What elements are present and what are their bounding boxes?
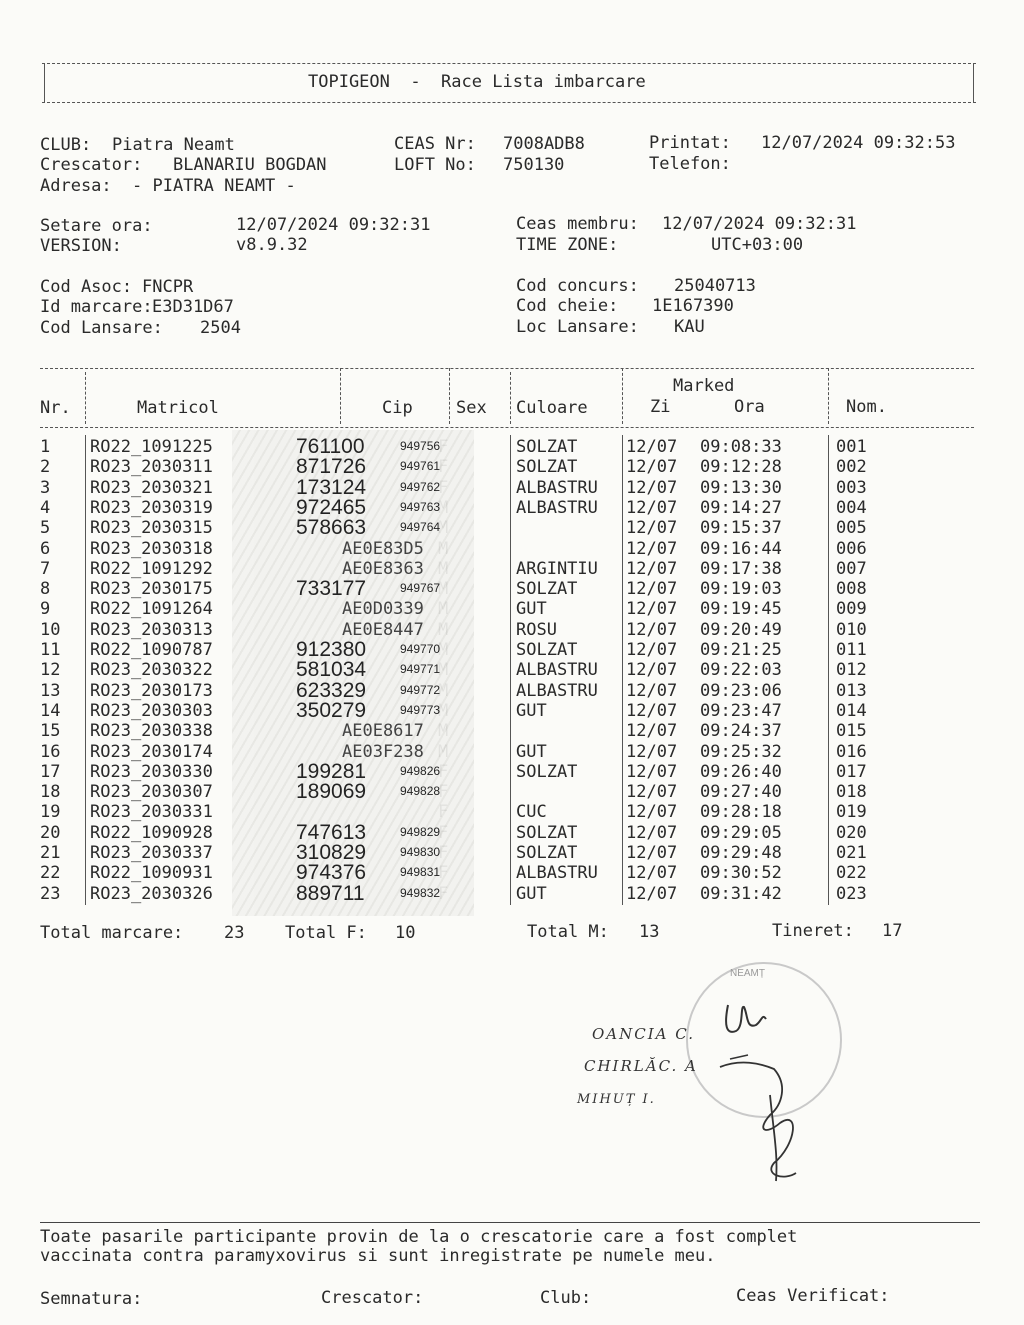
table-header-bottom-border — [40, 427, 974, 428]
ring-sticker — [232, 539, 474, 559]
ring-sticker — [232, 559, 474, 579]
ring-serial: 949770 — [400, 642, 441, 656]
row-matricol: RO23_2030322 — [90, 660, 213, 681]
ring-sticker — [232, 881, 474, 905]
row-nom: 017 — [836, 761, 867, 782]
row-matricol: RO23_2030331 — [90, 802, 213, 823]
row-nom: 019 — [836, 802, 867, 823]
ring-serial: 949772 — [400, 682, 441, 697]
table-row — [40, 843, 920, 863]
row-matricol: RO23_2030311 — [90, 457, 213, 478]
row-culoare: SOLZAT — [516, 640, 578, 660]
row-ora: 09:24:37 — [700, 721, 782, 742]
col-sep-1 — [85, 372, 86, 424]
row-nr: 4 — [40, 497, 51, 518]
table-row — [40, 475, 920, 499]
row-nr: 3 — [40, 477, 51, 498]
table-row — [40, 820, 920, 844]
row-culoare: SOLZAT — [516, 843, 578, 863]
row-ora: 09:28:18 — [700, 802, 782, 823]
header-cip: Cip — [382, 398, 413, 418]
row-ora: 09:19:45 — [700, 599, 782, 620]
ceas-nr-value: 7008ADB8 — [503, 134, 585, 154]
ring-sticker — [232, 843, 474, 863]
row-culoare: CUC — [516, 802, 547, 823]
ring-number: 173124 — [296, 475, 367, 499]
row-ora: 09:29:05 — [700, 822, 782, 843]
row-zi: 12/07 — [626, 579, 678, 600]
handwritten-name-2: CHIRLĂC. A — [584, 1057, 698, 1075]
ring-sticker — [232, 579, 474, 599]
row-cip: AE0D0339 — [342, 599, 424, 620]
semnatura-label: Semnatura: — [40, 1289, 143, 1309]
row-culoare: SOLZAT — [516, 761, 578, 782]
row-ora: 09:13:30 — [700, 477, 782, 498]
row-ora: 09:31:42 — [700, 883, 782, 904]
statement-line-2: vaccinata contra paramyxovirus si sunt inregistrate pe numele meu. — [40, 1246, 716, 1266]
printat-label: Printat: — [649, 133, 731, 153]
ring-sticker — [232, 721, 474, 741]
header-nom: Nom. — [846, 397, 887, 417]
row-matricol: RO22_1090787 — [90, 640, 213, 660]
row-zi: 12/07 — [626, 538, 678, 559]
ring-sticker — [232, 495, 474, 519]
row-zi: 12/07 — [626, 721, 678, 742]
row-culoare: ALBASTRU — [516, 680, 598, 701]
row-zi: 12/07 — [626, 863, 678, 884]
row-zi: 12/07 — [626, 802, 678, 823]
header-top-border — [42, 63, 976, 64]
row-nr: 10 — [40, 619, 61, 640]
ring-serial: 949773 — [400, 702, 441, 717]
row-nr: 14 — [40, 700, 61, 721]
header-culoare: Culoare — [516, 398, 588, 418]
row-nom: 007 — [836, 558, 867, 579]
loft-no-value: 750130 — [503, 155, 565, 175]
total-marcare-value: 23 — [224, 923, 245, 943]
ceas-membru-value: 12/07/2024 09:32:31 — [662, 214, 857, 234]
row-ora: 09:19:03 — [700, 579, 782, 600]
row-nom: 010 — [836, 619, 867, 640]
club-value: Piatra Neamt — [112, 135, 235, 155]
printat-value: 12/07/2024 09:32:53 — [761, 133, 956, 153]
row-zi: 12/07 — [626, 883, 678, 904]
table-row — [40, 620, 920, 640]
row-matricol: RO22_1091292 — [90, 558, 213, 579]
row-culoare: ALBASTRU — [516, 660, 598, 681]
crescator-footer-label: Crescator: — [321, 1288, 424, 1308]
ring-sticker — [232, 698, 474, 722]
ring-number: 871726 — [296, 455, 367, 479]
row-zi: 12/07 — [626, 599, 678, 620]
row-ora: 09:21:25 — [700, 640, 782, 660]
row-ora: 09:20:49 — [700, 619, 782, 640]
ring-sticker — [232, 678, 474, 702]
row-culoare: GUT — [516, 599, 547, 620]
row-ora: 09:12:28 — [700, 457, 782, 478]
ring-serial: 949762 — [400, 479, 441, 494]
row-nr: 19 — [40, 802, 61, 823]
table-row — [40, 863, 920, 883]
ring-sticker — [232, 518, 474, 538]
ring-serial: 949761 — [400, 459, 441, 474]
header-nr: Nr. — [40, 398, 71, 418]
table-row — [40, 660, 920, 680]
row-cip: AE0E83D5 — [342, 538, 424, 559]
total-m-label: Total M: — [527, 922, 609, 942]
col-sep-3 — [449, 368, 450, 424]
ring-sticker — [232, 457, 474, 477]
row-nr: 15 — [40, 721, 61, 742]
table-row — [40, 640, 920, 660]
row-zi: 12/07 — [626, 843, 678, 863]
row-matricol: RO23_2030173 — [90, 680, 213, 701]
row-ora: 09:25:32 — [700, 741, 782, 762]
ring-number: 761100 — [296, 435, 365, 458]
ring-number: 350279 — [296, 698, 367, 722]
row-nom: 022 — [836, 863, 867, 884]
col-sep-2 — [340, 368, 341, 424]
report-title: TOPIGEON - Race Lista imbarcare — [308, 72, 646, 92]
row-matricol: RO23_2030337 — [90, 843, 213, 863]
row-matricol: RO23_2030307 — [90, 782, 213, 803]
ring-serial: 949828 — [400, 784, 441, 799]
row-nr: 21 — [40, 843, 61, 863]
row-ora: 09:17:38 — [700, 558, 782, 579]
row-nom: 004 — [836, 497, 867, 518]
ring-serial: 949763 — [400, 499, 441, 514]
table-top-border — [40, 368, 974, 369]
handwritten-signature — [700, 985, 840, 1185]
row-nom: 008 — [836, 579, 867, 600]
row-zi: 12/07 — [626, 761, 678, 782]
row-zi: 12/07 — [626, 700, 678, 721]
ring-number: 189069 — [296, 780, 367, 804]
row-matricol: RO23_2030319 — [90, 497, 213, 518]
row-nom: 021 — [836, 843, 867, 863]
table-row — [40, 579, 920, 599]
row-nr: 7 — [40, 558, 51, 579]
row-zi: 12/07 — [626, 477, 678, 498]
row-matricol: RO22_1090928 — [90, 822, 213, 843]
table-row — [40, 457, 920, 477]
row-zi: 12/07 — [626, 457, 678, 478]
ring-number: 889711 — [296, 881, 365, 905]
row-matricol: RO23_2030174 — [90, 741, 213, 762]
ring-number: 581034 — [296, 658, 367, 682]
row-nom: 015 — [836, 721, 867, 742]
ring-number: 733177 — [296, 577, 367, 601]
tineret-label: Tineret: — [772, 921, 854, 941]
row-ora: 09:14:27 — [700, 497, 782, 518]
row-nom: 013 — [836, 680, 867, 701]
row-nr: 12 — [40, 660, 61, 681]
ring-sticker — [232, 820, 474, 844]
row-matricol: RO23_2030303 — [90, 700, 213, 721]
tineret-value: 17 — [882, 921, 903, 941]
row-culoare: ARGINTIU — [516, 558, 598, 579]
row-zi: 12/07 — [626, 660, 678, 681]
loc-lansare-label: Loc Lansare: — [516, 317, 639, 337]
ring-sticker-strip — [232, 430, 474, 916]
row-zi: 12/07 — [626, 497, 678, 518]
ring-serial: 949831 — [400, 865, 441, 880]
header-matricol: Matricol — [137, 398, 219, 418]
ring-sticker — [232, 640, 474, 660]
id-marcare-label: Id marcare: — [40, 297, 153, 317]
row-matricol: RO22_1090931 — [90, 863, 213, 884]
cod-asoc-label: Cod Asoc: — [40, 277, 133, 297]
ring-sticker — [232, 759, 474, 783]
table-row — [40, 495, 920, 519]
ring-number: 310829 — [296, 841, 367, 864]
row-matricol: RO23_2030326 — [90, 883, 213, 904]
row-ora: 09:15:37 — [700, 518, 782, 539]
ceas-verificat-label: Ceas Verificat: — [736, 1286, 890, 1306]
table-row — [40, 678, 920, 702]
total-f-value: 10 — [395, 923, 416, 943]
row-ora: 09:29:48 — [700, 843, 782, 863]
crescator-label: Crescator: — [40, 155, 143, 175]
ring-sticker — [232, 782, 474, 802]
row-matricol: RO22_1091264 — [90, 599, 213, 620]
row-zi: 12/07 — [626, 680, 678, 701]
row-nom: 012 — [836, 660, 867, 681]
table-row — [40, 698, 920, 722]
row-zi: 12/07 — [626, 782, 678, 803]
row-nr: 18 — [40, 782, 61, 803]
ceas-membru-label: Ceas membru: — [516, 214, 639, 234]
row-culoare: ALBASTRU — [516, 863, 598, 884]
row-nr: 22 — [40, 863, 61, 884]
col-sep-6 — [828, 368, 829, 424]
row-nr: 17 — [40, 761, 61, 782]
cod-cheie-value: 1E167390 — [652, 296, 734, 316]
row-ora: 09:26:40 — [700, 761, 782, 782]
ring-serial: 949771 — [400, 662, 441, 677]
header-marked: Marked — [673, 376, 735, 396]
row-nom: 009 — [836, 599, 867, 620]
row-nom: 011 — [836, 640, 867, 660]
table-row — [40, 742, 920, 762]
row-cip: AE03F238 — [342, 741, 424, 762]
row-matricol: RO23_2030330 — [90, 761, 213, 782]
ring-sticker — [232, 475, 474, 499]
row-nom: 023 — [836, 883, 867, 904]
row-ora: 09:23:47 — [700, 700, 782, 721]
ring-sticker — [232, 620, 474, 640]
adresa-label: Adresa: — [40, 176, 112, 196]
col-sep-4 — [510, 372, 511, 424]
ring-sticker — [232, 599, 474, 619]
row-matricol: RO23_2030175 — [90, 579, 213, 600]
adresa-value: - PIATRA NEAMT - — [132, 176, 296, 196]
header-zi: Zi — [650, 397, 671, 417]
time-zone-value: UTC+03:00 — [711, 235, 804, 255]
row-ora: 09:22:03 — [700, 660, 782, 681]
table-row — [40, 782, 920, 802]
header-right-border — [973, 63, 974, 103]
row-nr: 6 — [40, 538, 51, 559]
ring-number: 974376 — [296, 861, 367, 885]
cod-concurs-label: Cod concurs: — [516, 276, 639, 296]
row-culoare: ROSU — [516, 619, 557, 640]
row-nr: 16 — [40, 741, 61, 762]
ring-sticker — [232, 660, 474, 680]
row-nr: 13 — [40, 680, 61, 701]
table-row — [40, 802, 920, 822]
table-row — [40, 759, 920, 783]
row-ora: 09:16:44 — [700, 538, 782, 559]
row-culoare: SOLZAT — [516, 457, 578, 478]
row-nom: 016 — [836, 741, 867, 762]
row-nr: 23 — [40, 883, 61, 904]
row-nom: 003 — [836, 477, 867, 498]
ring-number: 623329 — [296, 678, 367, 702]
table-row — [40, 881, 920, 905]
setare-ora-label: Setare ora: — [40, 216, 153, 236]
ring-sticker — [232, 437, 474, 457]
statement-line-1: Toate pasarile participante provin de la o crescatorie care a fost complet — [40, 1227, 798, 1247]
time-zone-label: TIME ZONE: — [516, 235, 619, 255]
club-label: CLUB: — [40, 135, 92, 155]
row-nr: 2 — [40, 457, 51, 478]
setare-ora-value: 12/07/2024 09:32:31 — [236, 215, 431, 235]
col-sep-5 — [622, 368, 623, 424]
table-row — [40, 518, 920, 538]
row-culoare: ALBASTRU — [516, 477, 598, 498]
row-nom: 014 — [836, 700, 867, 721]
club-footer-label: Club: — [540, 1288, 592, 1308]
version-value: v8.9.32 — [236, 235, 308, 255]
row-ora: 09:23:06 — [700, 680, 782, 701]
ring-sticker — [232, 863, 474, 883]
row-matricol: RO23_2030318 — [90, 538, 213, 559]
row-culoare: GUT — [516, 741, 547, 762]
row-nom: 020 — [836, 822, 867, 843]
row-nom: 005 — [836, 518, 867, 539]
row-zi: 12/07 — [626, 558, 678, 579]
header-ora: Ora — [734, 397, 765, 417]
ring-serial: 949764 — [400, 520, 441, 535]
row-matricol: RO22_1091225 — [90, 437, 213, 457]
row-matricol: RO23_2030321 — [90, 477, 213, 498]
row-culoare: ALBASTRU — [516, 497, 598, 518]
table-row — [40, 599, 920, 619]
row-zi: 12/07 — [626, 437, 678, 457]
handwritten-name-1: OANCIA C. — [592, 1025, 695, 1043]
telefon-label: Telefon: — [649, 154, 731, 174]
row-matricol: RO23_2030315 — [90, 518, 213, 539]
loc-lansare-value: KAU — [674, 317, 705, 337]
row-nom: 002 — [836, 457, 867, 478]
row-cip: AE0E8447 — [342, 619, 424, 640]
table-row — [40, 721, 920, 741]
row-nr: 20 — [40, 822, 61, 843]
row-nom: 006 — [836, 538, 867, 559]
ring-serial: 949826 — [400, 763, 441, 778]
ring-serial: 949767 — [400, 581, 441, 596]
row-matricol: RO23_2030338 — [90, 721, 213, 742]
ring-sticker — [232, 742, 474, 762]
ring-number: 747613 — [296, 820, 367, 844]
handwritten-name-3: MIHUȚ I. — [577, 1092, 656, 1107]
ring-sticker — [232, 802, 474, 822]
total-f-label: Total F: — [285, 923, 367, 943]
row-matricol: RO23_2030313 — [90, 619, 213, 640]
header-bottom-border — [42, 102, 976, 103]
row-nr: 8 — [40, 579, 51, 600]
ring-number: 578663 — [296, 516, 367, 540]
row-ora: 09:27:40 — [700, 782, 782, 803]
row-culoare: SOLZAT — [516, 579, 578, 600]
row-nom: 018 — [836, 782, 867, 803]
table-row — [40, 539, 920, 559]
loft-no-label: LOFT No: — [394, 155, 476, 175]
header-sex: Sex — [456, 398, 487, 418]
total-m-value: 13 — [639, 922, 660, 942]
row-zi: 12/07 — [626, 518, 678, 539]
stamp-text: NEAMȚ — [730, 968, 765, 979]
ring-number: 912380 — [296, 638, 367, 661]
ring-serial: 949829 — [400, 824, 441, 839]
ring-number: 972465 — [296, 495, 367, 519]
ceas-nr-label: CEAS Nr: — [394, 134, 476, 154]
row-nr: 1 — [40, 437, 51, 457]
row-culoare: SOLZAT — [516, 822, 578, 843]
ring-number: 199281 — [296, 759, 367, 783]
cod-lansare-value: 2504 — [200, 318, 241, 338]
crescator-value: BLANARIU BOGDAN — [173, 155, 327, 175]
cod-concurs-value: 25040713 — [674, 276, 756, 296]
row-cip: AE0E8363 — [342, 558, 424, 579]
row-nr: 11 — [40, 640, 61, 660]
row-zi: 12/07 — [626, 741, 678, 762]
row-culoare: GUT — [516, 700, 547, 721]
row-zi: 12/07 — [626, 619, 678, 640]
id-marcare-value: E3D31D67 — [152, 297, 234, 317]
cod-cheie-label: Cod cheie: — [516, 296, 619, 316]
cod-lansare-label: Cod Lansare: — [40, 318, 163, 338]
total-marcare-label: Total marcare: — [40, 923, 184, 943]
row-nr: 9 — [40, 599, 51, 620]
ring-serial: 949832 — [400, 885, 441, 900]
row-culoare: SOLZAT — [516, 437, 578, 457]
footer-rule — [40, 1222, 980, 1223]
ring-serial: 949756 — [400, 439, 441, 453]
table-row — [40, 559, 920, 579]
version-label: VERSION: — [40, 236, 122, 256]
ring-serial: 949830 — [400, 845, 441, 859]
row-zi: 12/07 — [626, 640, 678, 660]
cod-asoc-value: FNCPR — [142, 277, 194, 297]
row-culoare: GUT — [516, 883, 547, 904]
row-ora: 09:08:33 — [700, 437, 782, 457]
table-row — [40, 437, 920, 457]
row-cip: AE0E8617 — [342, 721, 424, 742]
row-nr: 5 — [40, 518, 51, 539]
row-zi: 12/07 — [626, 822, 678, 843]
header-left-border — [44, 63, 45, 103]
row-ora: 09:30:52 — [700, 863, 782, 884]
row-nom: 001 — [836, 437, 867, 457]
